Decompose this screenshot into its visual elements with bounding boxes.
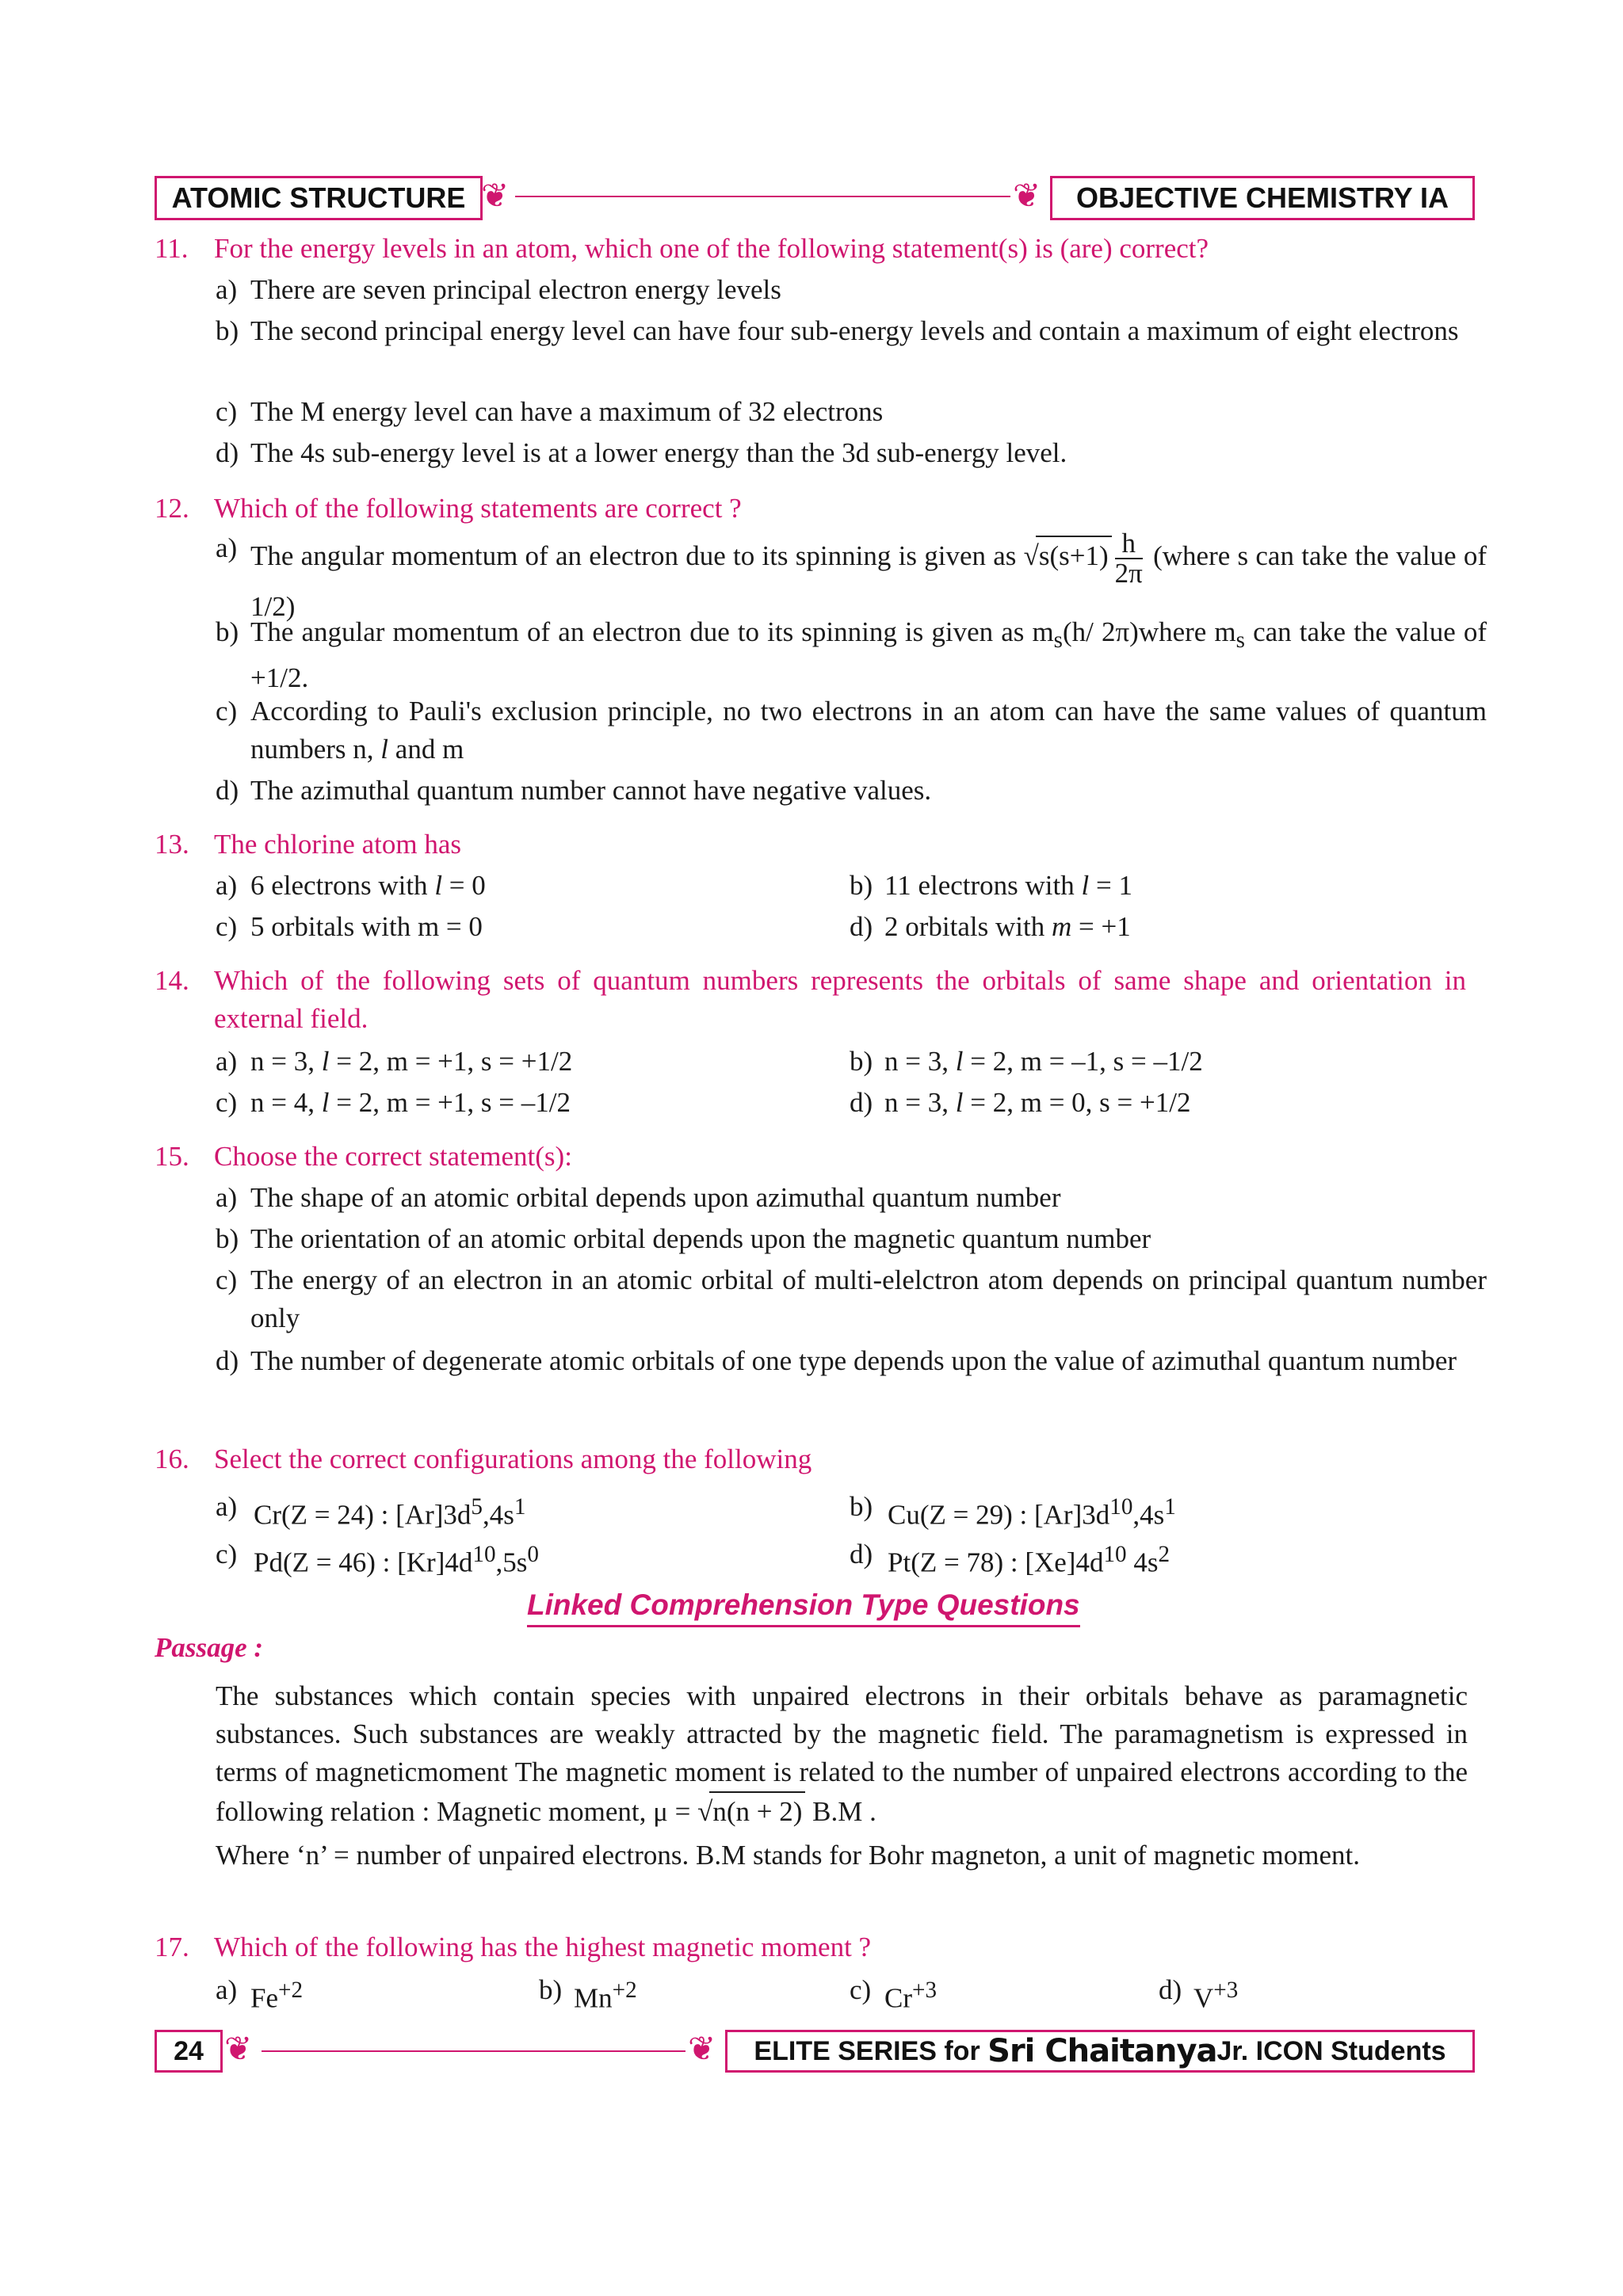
passage-label: Passage : — [155, 1632, 264, 1663]
question-number: 16. — [155, 1444, 189, 1474]
question-text: Which of the following has the highest magnetic moment ? — [214, 1932, 872, 1962]
brand-name: Sri Chaitanya — [987, 2033, 1217, 2069]
footer-series-title: ELITE SERIES for Sri Chaitanya Jr. ICON Students — [725, 2030, 1475, 2073]
fraction: $\frac{h}{2\pi}$ — [1114, 528, 1143, 589]
footer-rule — [262, 2050, 685, 2052]
header-rule — [515, 196, 1010, 197]
passage-paragraph: The substances which contain species with unpaired electrons in their orbitals behave as paramagnetic substances. Such substances are weakly attracted by the magnetic field. The paramagnetism is expressed in terms of magneticmoment The magnetic moment is related to the number of unpaired electrons according to the following relation : Magnetic moment, μ = √n(n + 2) B.M . — [216, 1677, 1468, 1831]
page-number: 24 — [155, 2030, 223, 2073]
header-left-title: ATOMIC STRUCTURE — [155, 176, 483, 220]
question-text: Which of the following statements are correct ? — [214, 493, 742, 524]
ornament-icon: ❦ — [481, 178, 510, 215]
passage-paragraph-2: Where ‘n’ = number of unpaired electrons. B.M stands for Bohr magneton, a unit of magnetic moment. — [216, 1840, 1360, 1871]
section-title: Linked Comprehension Type Questions — [527, 1589, 1080, 1627]
question-text: Which of the following sets of quantum numbers represents the orbitals of same shape and orientation in external field. — [214, 965, 1466, 1034]
question-text: Choose the correct statement(s): — [214, 1141, 572, 1172]
question-number: 15. — [155, 1141, 189, 1172]
question-number: 14. — [155, 965, 189, 996]
ornament-icon: ❦ — [688, 2031, 716, 2068]
ornament-icon: ❦ — [1013, 178, 1041, 215]
magnetic-moment-formula: μ = √n(n + 2) — [653, 1796, 805, 1827]
question-number: 12. — [155, 493, 189, 524]
question-number: 17. — [155, 1932, 189, 1962]
question-text: The chlorine atom has — [214, 829, 461, 860]
ornament-icon: ❦ — [224, 2031, 253, 2068]
header-right-title: OBJECTIVE CHEMISTRY IA — [1050, 176, 1475, 220]
question-text: Select the correct configurations among the following — [214, 1444, 812, 1474]
question-number: 13. — [155, 829, 189, 860]
question-text: For the energy levels in an atom, which one of the following statement(s) is (are) correct? — [214, 233, 1209, 264]
question-number: 11. — [155, 233, 189, 264]
